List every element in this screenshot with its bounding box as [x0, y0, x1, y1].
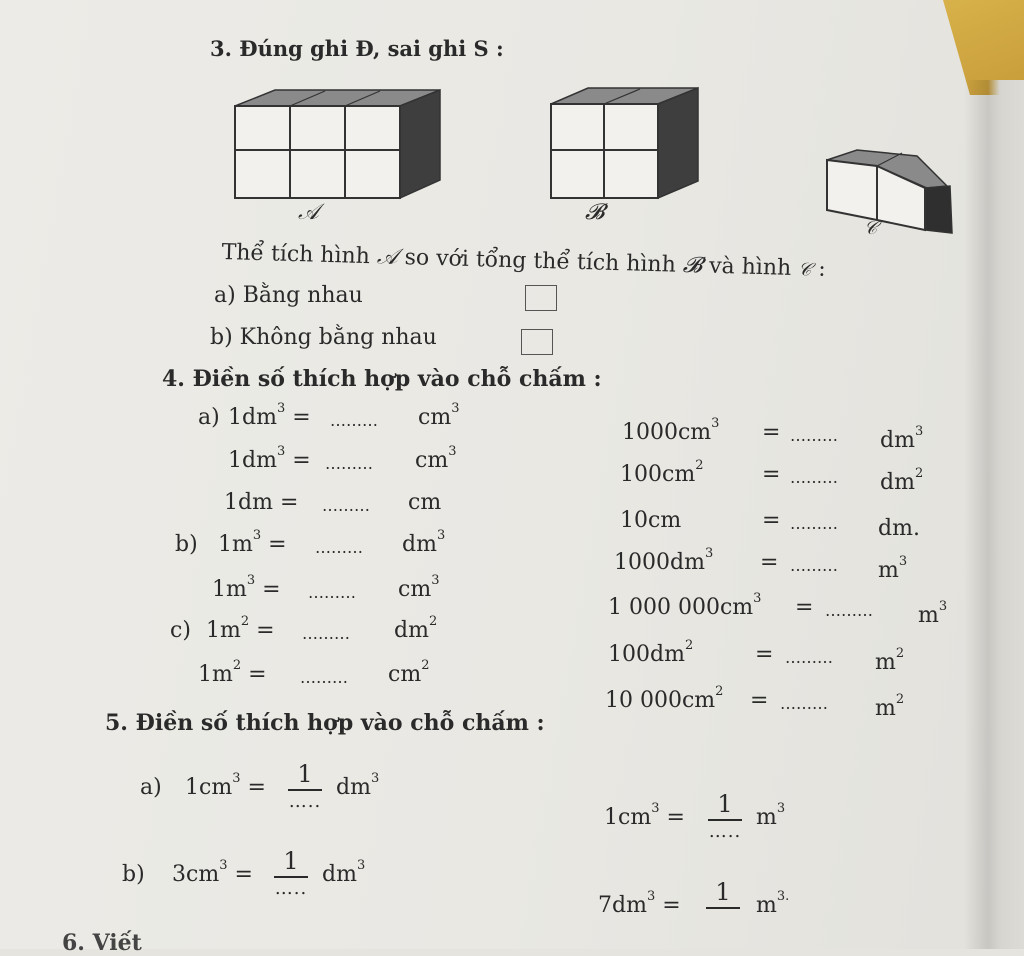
box-a-figure	[230, 88, 445, 203]
q5-lhs	[598, 889, 681, 918]
q4-left-prefix: b)	[175, 532, 198, 557]
q4-right-equals: =	[755, 642, 774, 667]
q5-lhs-value: 7dm	[598, 893, 647, 918]
q5-numerator: 1	[715, 878, 731, 906]
q4-left-lhs-exp: 3	[276, 401, 286, 416]
q5-unit-exp: 3	[370, 771, 380, 786]
q4-left-rhs-exp: 2	[421, 658, 430, 673]
q4-left-lhs: 1dm	[224, 490, 273, 515]
q5-numerator: 1	[717, 790, 733, 818]
q4-left-equation	[224, 490, 298, 515]
q4-right-blank[interactable]: ………	[790, 514, 838, 533]
q4-right-rhs: m	[878, 558, 899, 583]
q4-left-equals: =	[285, 448, 311, 473]
q4-right-equation	[605, 684, 724, 713]
box-c-figure	[822, 148, 957, 238]
q5-unit-exp: 3.	[776, 889, 790, 904]
q5-fraction	[708, 791, 742, 843]
q3-option-b: b) Không bằng nhau	[210, 325, 437, 350]
q5-numerator: 1	[283, 847, 299, 875]
q4-right-equals: =	[762, 420, 781, 445]
q5-unit	[756, 801, 786, 830]
q4-left-prefix: c)	[170, 618, 191, 643]
q4-left-blank[interactable]: ………	[325, 454, 373, 473]
q4-left-unit	[402, 528, 446, 557]
q4-right-lhs: 10cm	[620, 508, 682, 533]
q4-left-unit	[418, 401, 460, 430]
q5-equals: =	[240, 775, 266, 800]
q4-right-unit	[875, 692, 905, 721]
q4-left-equals: =	[272, 490, 299, 515]
q4-left-rhs: dm	[402, 532, 437, 557]
q5-lhs-exp: 3	[646, 889, 656, 904]
q4-left-lhs-exp: 3	[276, 444, 286, 459]
q5-unit-value: m	[756, 893, 777, 918]
q4-left-lhs-exp: 3	[246, 573, 256, 588]
q4-left-equals: =	[255, 577, 281, 602]
q4-left-blank[interactable]: ………	[300, 668, 348, 687]
q4-right-lhs: 1 000 000cm	[608, 595, 754, 620]
q4-left-rhs: cm	[415, 448, 449, 473]
q4-right-lhs: 1000cm	[622, 420, 712, 445]
q5-unit-value: dm	[336, 775, 371, 800]
q4-right-rhs: dm	[880, 470, 915, 495]
q4-left-lhs: 1dm	[228, 405, 277, 430]
box-c-label: 𝒞	[864, 218, 878, 239]
q5-prefix: a)	[140, 775, 162, 800]
q4-left-lhs: 1m	[218, 532, 253, 557]
q4-right-equals: =	[762, 462, 781, 487]
q5-lhs-value: 1cm	[185, 775, 233, 800]
q3-checkbox-a[interactable]	[525, 285, 557, 311]
q4-right-unit	[878, 554, 908, 583]
q5-unit-value: dm	[322, 862, 357, 887]
q5-prefix: b)	[122, 862, 145, 887]
q5-denominator-blank[interactable]: …..	[288, 791, 322, 812]
q3-question: Thể tích hình 𝒜 so với tổng thể tích hình 𝓑 và hình 𝒞 :	[221, 240, 827, 282]
q5-unit-value: m	[756, 805, 777, 830]
q4-left-prefix: a)	[198, 405, 220, 430]
q4-right-lhs: 1000dm	[614, 550, 705, 575]
q5-unit	[756, 889, 790, 918]
q4-right-equals: =	[795, 595, 814, 620]
q5-lhs	[185, 771, 266, 800]
q4-left-rhs: cm	[398, 577, 432, 602]
q4-left-unit	[408, 490, 441, 515]
q5-equals: =	[227, 862, 253, 887]
q4-left-equation	[212, 573, 281, 602]
q5-lhs-exp: 3	[232, 771, 241, 786]
q4-left-rhs-exp: 2	[428, 614, 438, 629]
q4-left-rhs: cm	[388, 662, 422, 687]
q3-title: 3. Đúng ghi Đ, sai ghi S :	[210, 36, 504, 61]
q5-equals: =	[655, 893, 681, 918]
q4-left-unit	[415, 444, 457, 473]
q5-lhs-value: 1cm	[604, 805, 652, 830]
q5-fraction	[274, 848, 308, 900]
q4-right-equation	[622, 416, 720, 445]
q4-right-lhs: 100dm	[608, 642, 685, 667]
q4-left-lhs-exp: 2	[232, 658, 242, 673]
q5-lhs-exp: 3	[219, 858, 228, 873]
q4-right-blank[interactable]: ………	[780, 694, 828, 713]
q4-right-equation	[608, 638, 694, 667]
q5-equals: =	[659, 805, 685, 830]
box-a-label: 𝒜	[298, 200, 319, 225]
q4-right-rhs-exp: 2	[895, 692, 905, 707]
q4-right-rhs-exp: 3	[938, 599, 948, 614]
q4-right-equation	[620, 508, 681, 533]
q4-right-rhs: dm.	[878, 516, 920, 541]
q5-denominator-blank[interactable]: …..	[274, 878, 308, 899]
q4-right-blank[interactable]: ………	[790, 556, 838, 575]
q4-right-rhs: m	[875, 696, 896, 721]
q4-right-rhs: m	[918, 603, 939, 628]
q4-left-lhs: 1m	[206, 618, 241, 643]
q4-right-lhs-exp: 2	[715, 684, 724, 699]
q5-unit-exp: 3	[356, 858, 366, 873]
q4-left-equation	[218, 528, 287, 557]
q4-left-blank[interactable]: ………	[308, 583, 356, 602]
q4-left-blank[interactable]: ………	[330, 411, 378, 430]
q4-right-rhs-exp: 2	[895, 646, 905, 661]
q3-checkbox-b[interactable]	[521, 329, 553, 355]
q4-right-blank[interactable]: ………	[790, 426, 838, 445]
q4-right-rhs: m	[875, 650, 896, 675]
q4-right-unit	[880, 424, 924, 453]
q5-fraction	[706, 879, 740, 909]
q3-option-a: a) Bằng nhau	[214, 283, 363, 308]
q4-right-unit	[878, 516, 920, 541]
q4-right-equals: =	[762, 508, 781, 533]
q4-left-rhs-exp: 3	[431, 573, 440, 588]
q4-right-unit	[918, 599, 948, 628]
q5-denominator-blank[interactable]: …..	[708, 821, 742, 842]
q4-title: 4. Điền số thích hợp vào chỗ chấm :	[162, 366, 602, 392]
q5-fraction	[288, 761, 322, 813]
q4-right-unit	[880, 466, 924, 495]
q4-left-rhs: cm	[418, 405, 452, 430]
q4-left-lhs-exp: 3	[252, 528, 262, 543]
q5-unit	[322, 858, 366, 887]
q4-right-equals: =	[760, 550, 779, 575]
q4-right-lhs: 100cm	[620, 462, 696, 487]
q4-right-equation	[620, 458, 704, 487]
q4-left-blank[interactable]: ………	[302, 624, 350, 643]
q4-left-lhs: 1m	[198, 662, 233, 687]
q4-right-lhs-exp: 3	[753, 591, 762, 606]
box-b-label: 𝓑	[585, 200, 605, 225]
q4-left-rhs: dm	[394, 618, 429, 643]
page-edge-shadow	[964, 80, 1024, 949]
q4-left-lhs-exp: 2	[240, 614, 250, 629]
q5-lhs-exp: 3	[651, 801, 660, 816]
q4-right-lhs-exp: 3	[704, 546, 714, 561]
q4-left-blank[interactable]: ………	[322, 496, 370, 515]
q4-right-rhs-exp: 2	[914, 466, 924, 481]
q5-numerator: 1	[297, 760, 313, 788]
q4-left-equation	[198, 658, 267, 687]
q4-left-lhs: 1dm	[228, 448, 277, 473]
q5-title: 5. Điền số thích hợp vào chỗ chấm :	[105, 710, 545, 736]
q4-left-equation	[228, 444, 311, 473]
q4-left-rhs-exp: 3	[436, 528, 446, 543]
q4-right-lhs-exp: 3	[711, 416, 720, 431]
q4-left-rhs-exp: 3	[451, 401, 460, 416]
q4-right-lhs-exp: 2	[695, 458, 704, 473]
q4-left-equals: =	[261, 532, 287, 557]
q4-right-equation	[614, 546, 714, 575]
q4-right-equation	[608, 591, 762, 620]
q4-right-lhs: 10 000cm	[605, 688, 716, 713]
q4-right-rhs-exp: 3	[914, 424, 924, 439]
q6-title-cut: 6. Viết	[62, 930, 142, 956]
q4-right-blank[interactable]: ………	[825, 601, 873, 620]
q5-lhs	[172, 858, 253, 887]
q4-left-unit	[398, 573, 440, 602]
q4-left-unit	[394, 614, 438, 643]
box-b-figure	[548, 86, 703, 201]
q4-left-rhs: cm	[408, 490, 442, 515]
q5-unit-exp: 3	[776, 801, 786, 816]
q4-right-unit	[875, 646, 905, 675]
q4-left-equals: =	[249, 618, 275, 643]
q4-right-lhs-exp: 2	[684, 638, 694, 653]
q4-right-rhs-exp: 3	[898, 554, 908, 569]
q4-left-equals: =	[285, 405, 311, 430]
q4-left-rhs-exp: 3	[448, 444, 457, 459]
q4-right-rhs: dm	[880, 428, 915, 453]
q5-lhs-value: 3cm	[172, 862, 220, 887]
q4-left-unit	[388, 658, 430, 687]
q5-lhs	[604, 801, 685, 830]
q5-unit	[336, 771, 380, 800]
q4-left-lhs: 1m	[212, 577, 247, 602]
q4-right-equals: =	[750, 688, 769, 713]
q4-right-blank[interactable]: ………	[785, 648, 833, 667]
q4-left-equation	[228, 401, 311, 430]
q4-left-blank[interactable]: ………	[315, 538, 363, 557]
q4-left-equals: =	[241, 662, 267, 687]
q5-fraction-bar	[706, 907, 740, 909]
q4-right-blank[interactable]: ………	[790, 468, 838, 487]
q4-left-equation	[206, 614, 275, 643]
